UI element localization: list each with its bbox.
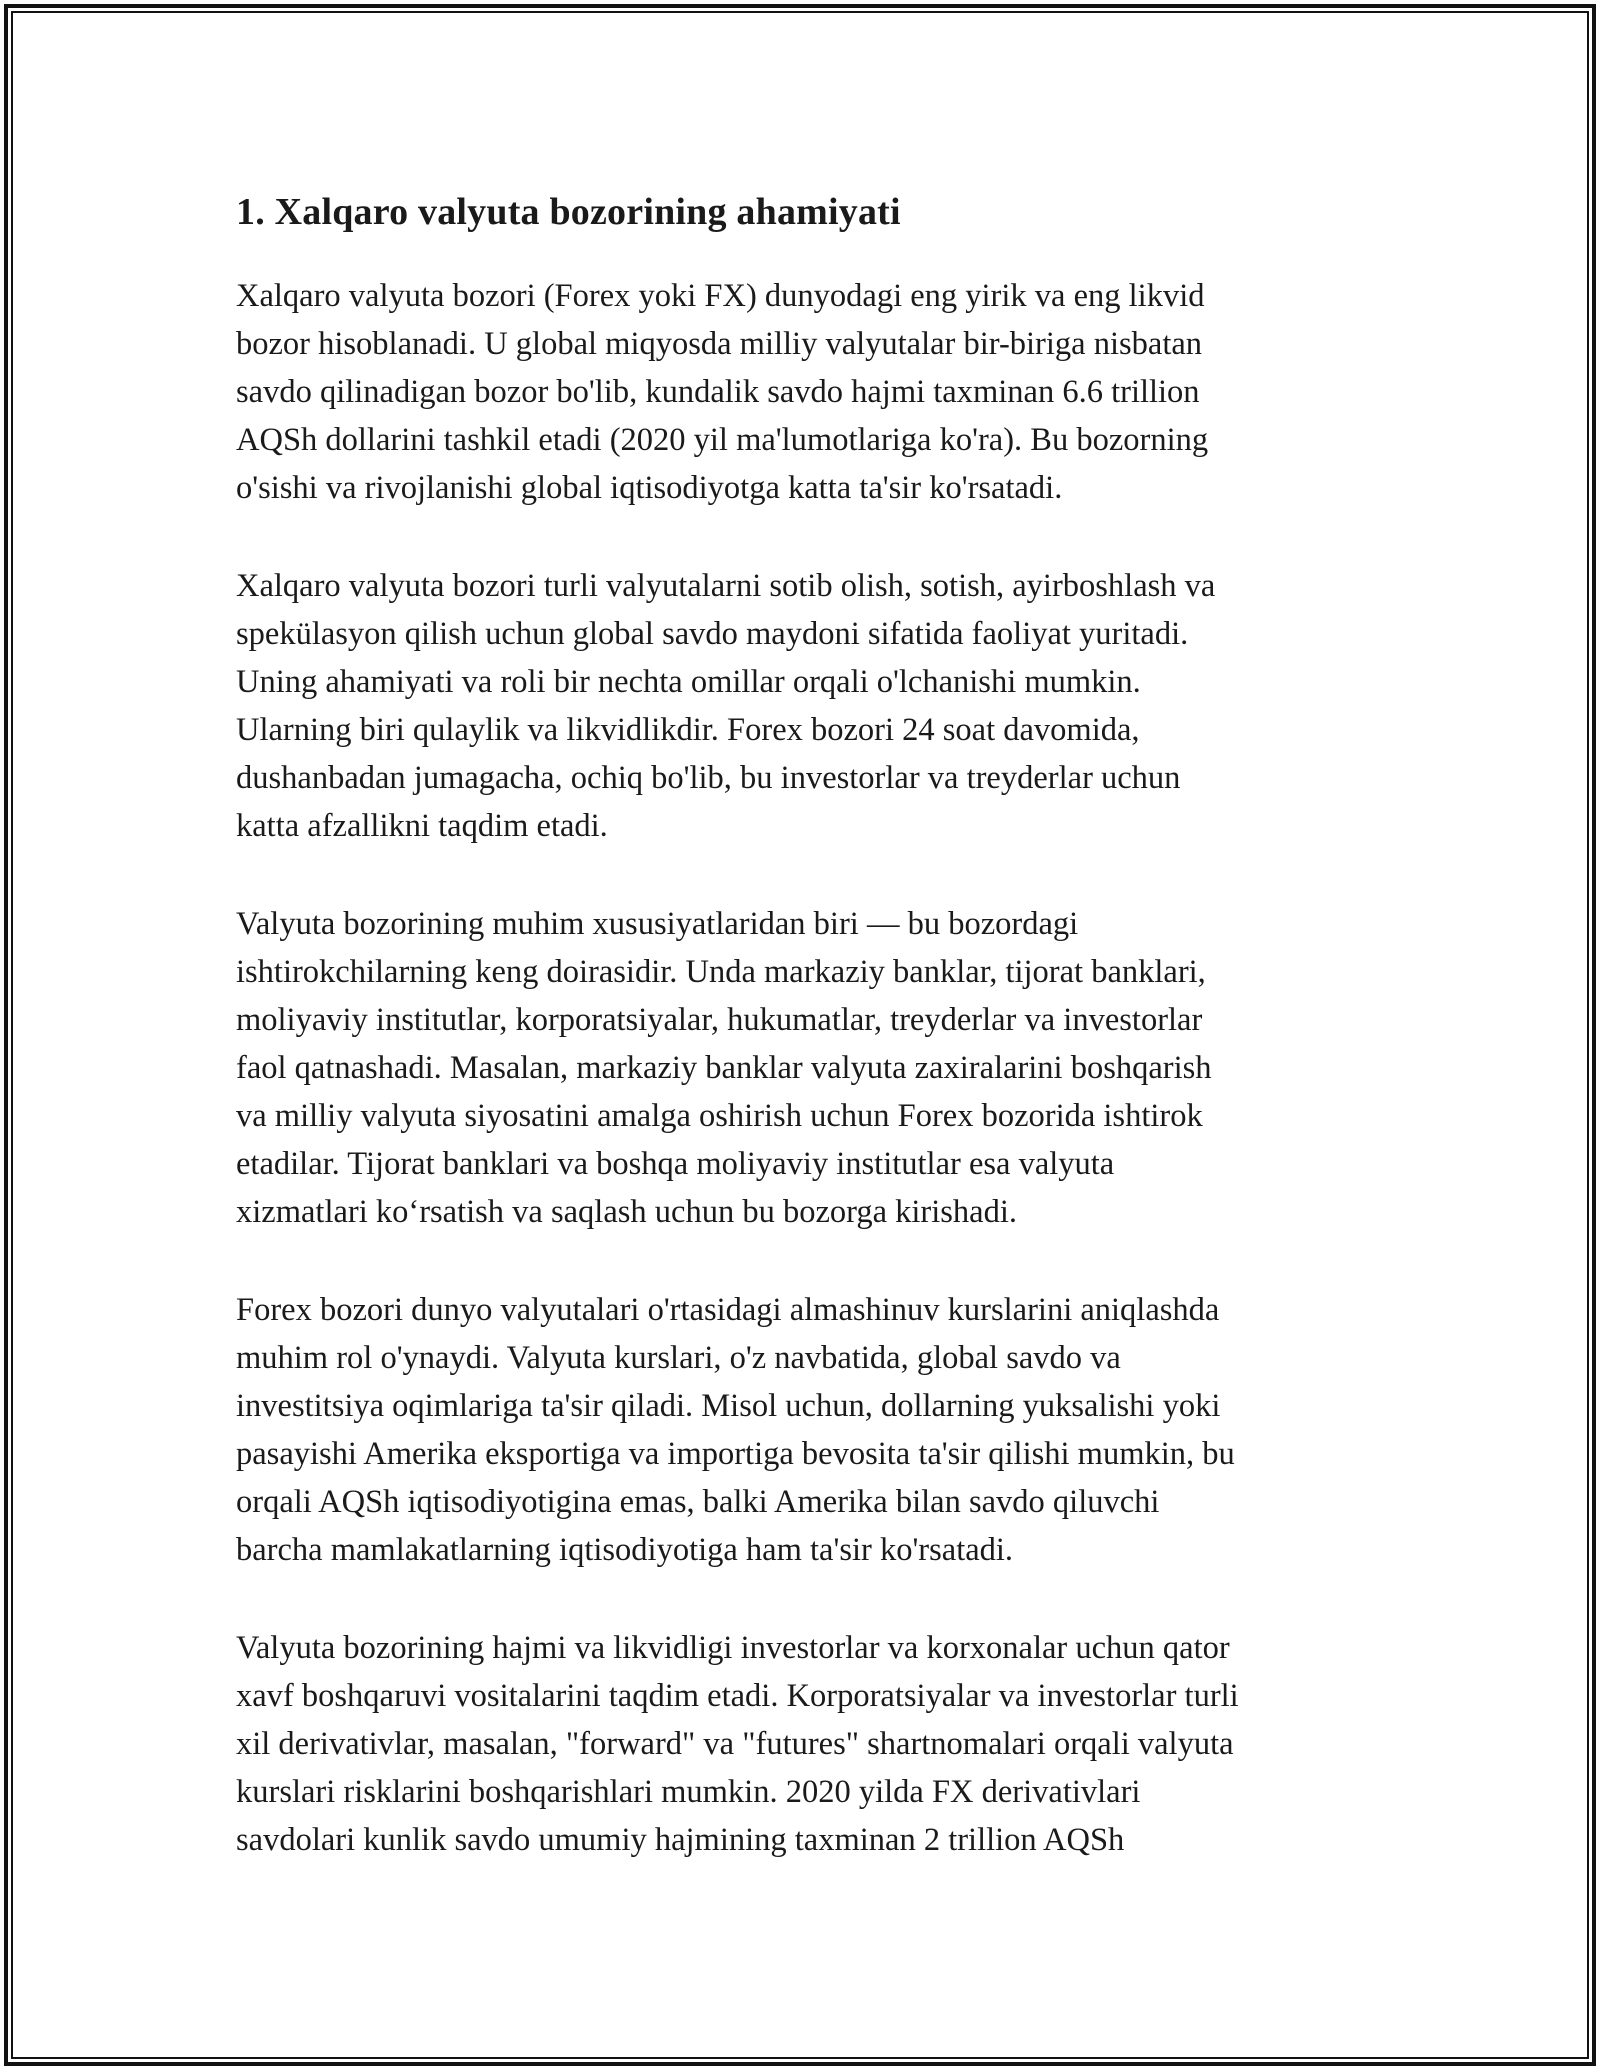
paragraph-5: Valyuta bozorining hajmi va likvidligi investorlar va korxonalar uchun qator xavf boshqaruvi vositalarini taqdim etadi. Korporatsiyalar va investorlar turli xil derivativlar, masalan, "forward" va "futures" shartnomalari orqali valyuta kurslari risklarini boshqarishlari mumkin. 2020 yilda FX derivativlari savdolari kunlik savdo umumiy hajmining taxminan 2 trillion AQSh xyxy=(236,1630,1239,1858)
paragraph-3: Valyuta bozorining muhim xususiyatlaridan biri — bu bozordagi ishtirokchilarning keng doirasidir. Unda markaziy banklar, tijorat banklari, moliyaviy institutlar, korporatsiyalar, hukumatlar, treyderlar va investorlar faol qatnashadi. Masalan, markaziy banklar valyuta zaxiralarini boshqarish va milliy valyuta siyosatini amalga oshirish uchun Forex bozorida ishtirok etadilar. Tijorat banklari va boshqa moliyaviy institutlar esa valyuta xizmatlari ko‘rsatish va saqlash uchun bu bozorga kirishadi. xyxy=(236,906,1212,1230)
document-body xyxy=(236,186,1386,1864)
paragraph-2: Xalqaro valyuta bozori turli valyutalarni sotib olish, sotish, ayirboshlash va spekülasyon qilish uchun global savdo maydoni sifatida faoliyat yuritadi. Uning ahamiyati va roli bir nechta omillar orqali o'lchanishi mumkin. Ularning biri qulaylik va likvidlikdir. Forex bozori 24 soat davomida, dushanbadan jumagacha, ochiq bo'lib, bu investorlar va treyderlar uchun katta afzallikni taqdim etadi. xyxy=(236,568,1216,844)
section-heading: 1. Xalqaro valyuta bozorining ahamiyati xyxy=(236,191,901,233)
paragraph-4: Forex bozori dunyo valyutalari o'rtasidagi almashinuv kurslarini aniqlashda muhim rol o'ynaydi. Valyuta kurslari, o'z navbatida, global savdo va investitsiya oqimlariga ta'sir qiladi. Misol uchun, dollarning yuksalishi yoki pasayishi Amerika eksportiga va importiga bevosita ta'sir qilishi mumkin, bu orqali AQSh iqtisodiyotigina emas, balki Amerika bilan savdo qiluvchi barcha mamlakatlarning iqtisodiyotiga ham ta'sir ko'rsatadi. xyxy=(236,1292,1235,1568)
paragraph-1: Xalqaro valyuta bozori (Forex yoki FX) dunyodagi eng yirik va eng likvid bozor hisoblanadi. U global miqyosda milliy valyutalar bir-biriga nisbatan savdo qilinadigan bozor bo'lib, kundalik savdo hajmi taxminan 6.6 trillion AQSh dollarini tashkil etadi (2020 yil ma'lumotlariga ko'ra). Bu bozorning o'sishi va rivojlanishi global iqtisodiyotga katta ta'sir ko'rsatadi. xyxy=(236,278,1209,506)
